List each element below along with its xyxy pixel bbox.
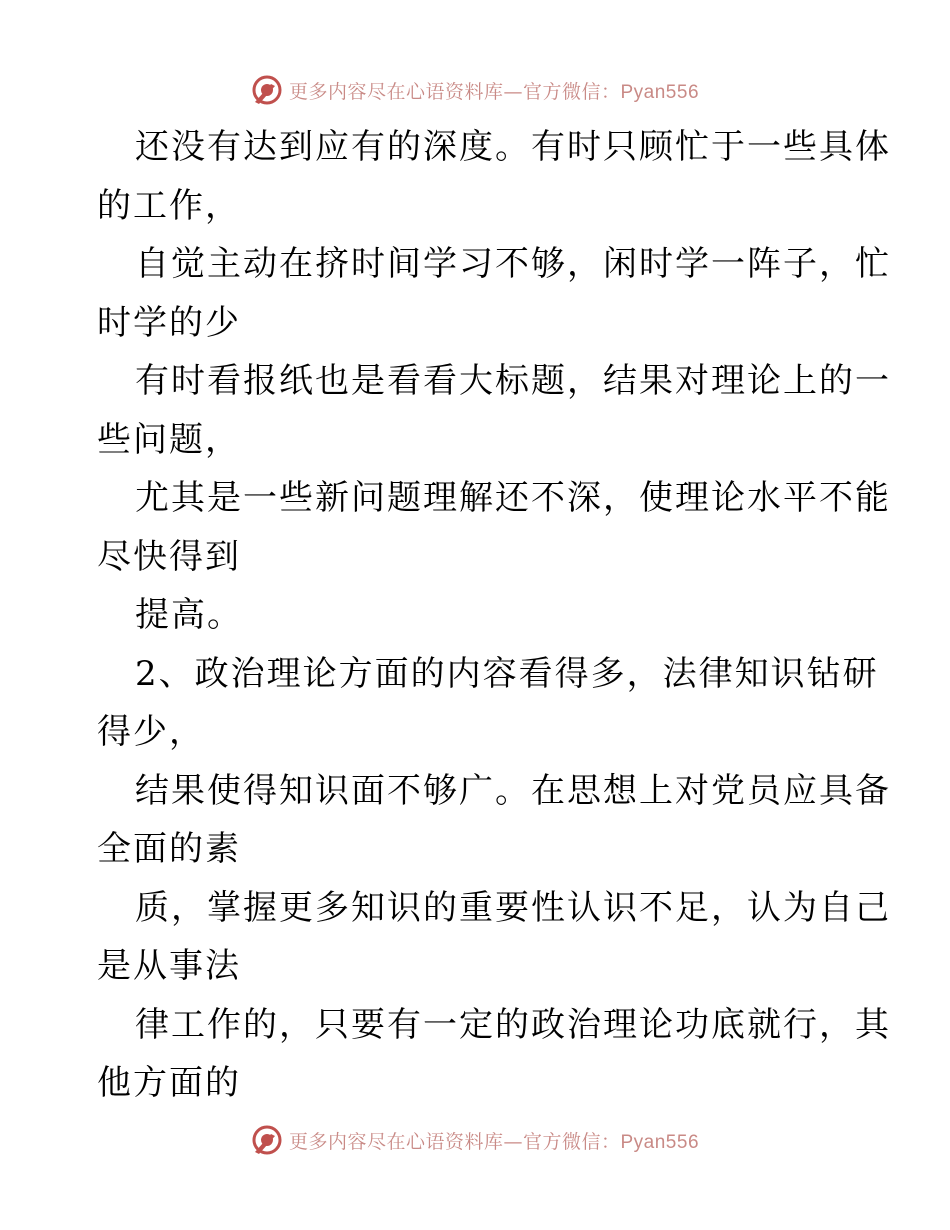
text-line: 还没有达到应有的深度。有时只顾忙于一些具体 [135, 127, 891, 167]
text-line: 自觉主动在挤时间学习不够，闲时学一阵子，忙 [135, 244, 891, 284]
watermark-text: 更多内容尽在心语资料库—官方微信：Pyan556 [288, 1130, 700, 1153]
document-body [97, 118, 891, 1113]
text-line: 些问题， [97, 419, 241, 460]
text-line: 提高。 [135, 595, 243, 635]
text-line: 有时看报纸也是看看大标题，结果对理论上的一 [135, 361, 891, 401]
text-line: 他方面的 [97, 1063, 241, 1103]
footer-watermark [0, 1120, 950, 1160]
text-line: 结果使得知识面不够广。在思想上对党员应具备 [135, 770, 891, 811]
text-line: 质，掌握更多知识的重要性认识不足，认为自己 [135, 887, 891, 928]
text-line: 尽快得到 [97, 536, 241, 577]
text-line: 尤其是一些新问题理解还不深，使理论水平不能 [135, 478, 891, 518]
pen-logo-icon [251, 74, 283, 106]
text-line: 2、政治理论方面的内容看得多，法律知识钻研 [135, 653, 879, 694]
text-line: 是从事法 [97, 946, 241, 986]
text-line: 得少， [97, 712, 205, 752]
header-watermark [0, 70, 950, 110]
watermark-text: 更多内容尽在心语资料库—官方微信：Pyan556 [288, 80, 700, 103]
text-line: 全面的素 [97, 829, 241, 869]
text-line: 时学的少 [97, 302, 241, 343]
pen-logo-icon [251, 1124, 283, 1156]
text-line: 律工作的，只要有一定的政治理论功底就行，其 [135, 1004, 891, 1045]
text-line: 的工作， [97, 185, 241, 226]
